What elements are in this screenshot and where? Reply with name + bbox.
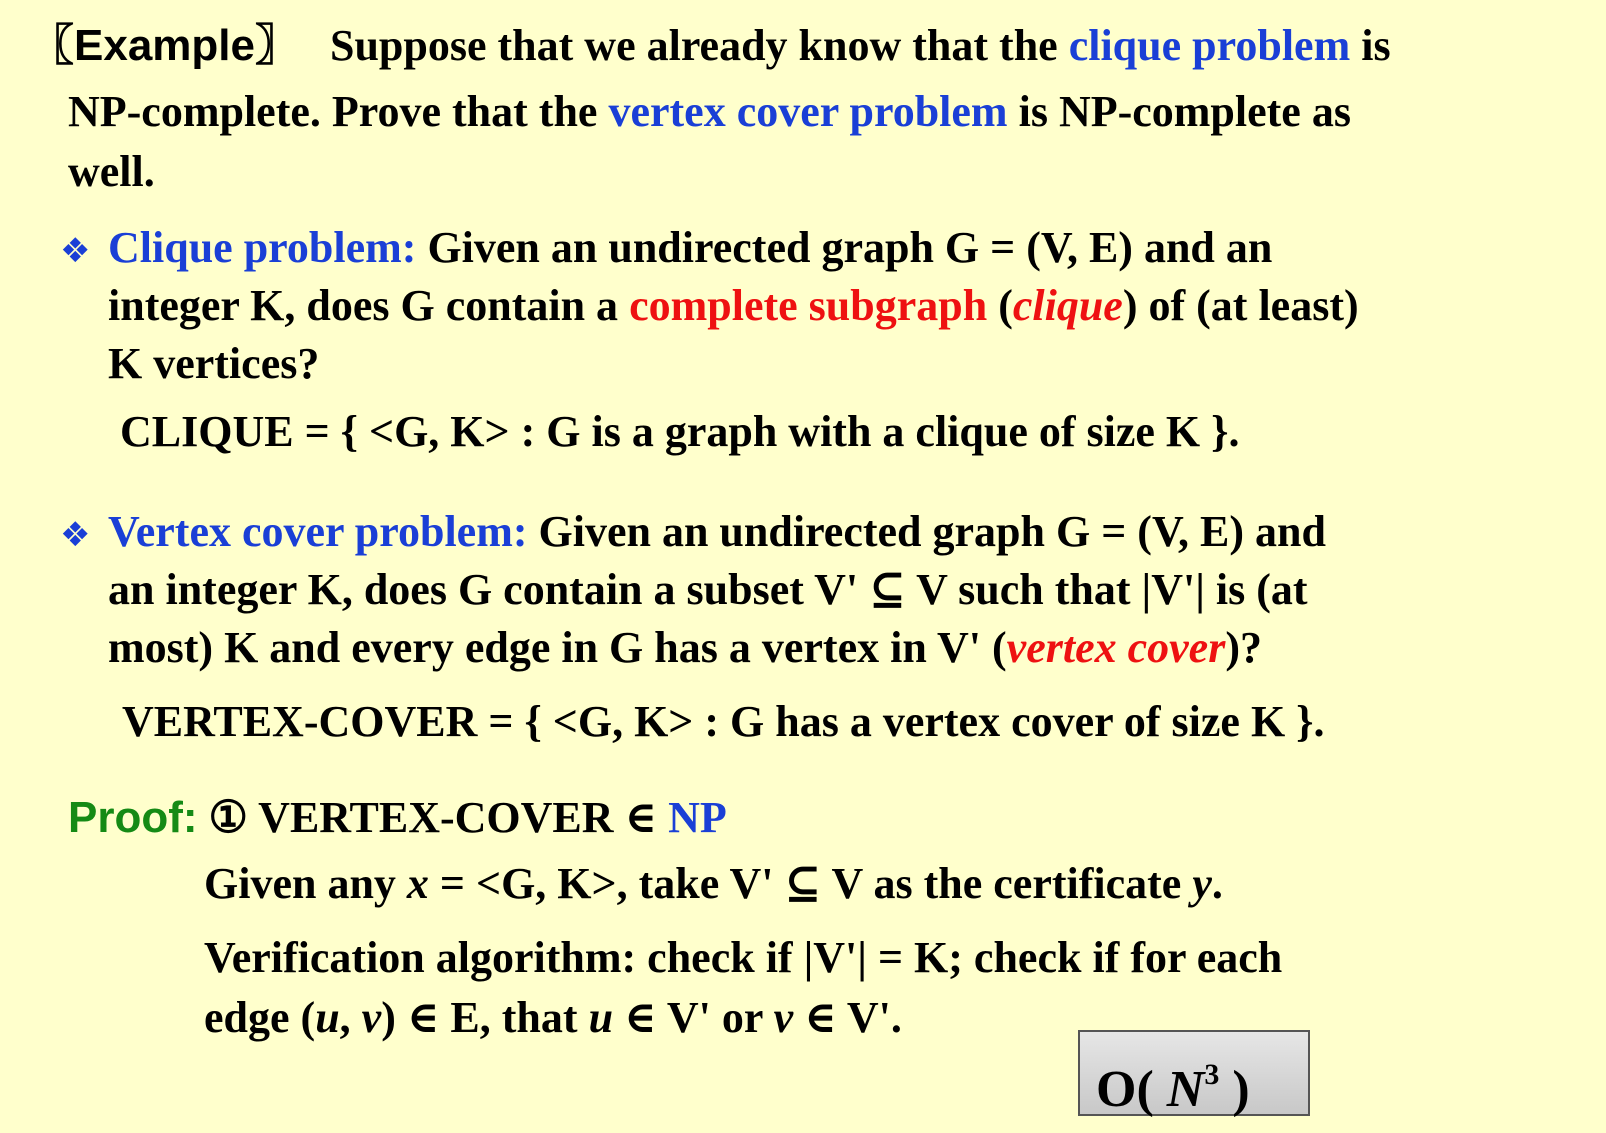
example-line-2-a: NP-complete. Prove that the bbox=[68, 87, 609, 136]
given-text-b: = <G, K>, take V' ⊆ V as the certificate bbox=[428, 859, 1193, 908]
clique-label: Clique problem: bbox=[108, 223, 417, 272]
example-line-2 bbox=[68, 87, 1351, 136]
verify-text-b: , bbox=[339, 993, 362, 1042]
vertex-cover-term: vertex cover problem bbox=[608, 87, 1008, 136]
proof-verify-2 bbox=[204, 993, 902, 1042]
vc-line-2: an integer K, does G contain a subset V' ⊆ V such that |V'| is (at bbox=[108, 565, 1308, 614]
example-intro: Suppose that we already know that the bbox=[329, 21, 1069, 70]
var-u: u bbox=[315, 993, 340, 1042]
clique-line-2 bbox=[108, 281, 1359, 330]
complexity-exponent: 3 bbox=[1204, 1058, 1220, 1091]
complexity-prefix: O( bbox=[1096, 1061, 1167, 1118]
clique-text-2a: integer K, does G contain a bbox=[108, 281, 630, 330]
proof-line bbox=[68, 793, 727, 842]
var-v: v bbox=[361, 993, 382, 1042]
vc-label: Vertex cover problem: bbox=[108, 507, 528, 556]
clique-problem-term: clique problem bbox=[1068, 21, 1351, 70]
clique-text-2c: ) of (at least) bbox=[1122, 281, 1359, 330]
proof-step: ① VERTEX-COVER ∈ bbox=[197, 793, 669, 842]
vc-line-1 bbox=[60, 507, 1326, 556]
clique-definition: CLIQUE = { <G, K> : G is a graph with a clique of size K }. bbox=[120, 407, 1240, 456]
var-x: x bbox=[406, 859, 429, 908]
example-intro-end: is bbox=[1350, 21, 1391, 70]
verify-text-e: ∈ V'. bbox=[793, 993, 902, 1042]
var-u2: u bbox=[588, 993, 614, 1042]
given-text-c: . bbox=[1211, 859, 1223, 908]
proof-label: Proof: bbox=[68, 793, 198, 842]
vc-text-3a: most) K and every edge in G has a vertex in V' ( bbox=[108, 623, 1007, 672]
verify-text-a: edge ( bbox=[204, 993, 316, 1042]
verify-text-c: ) ∈ E, that bbox=[381, 993, 589, 1042]
clique-italic-term: clique bbox=[1012, 281, 1123, 330]
complexity-suffix: ) bbox=[1219, 1061, 1250, 1118]
vc-line-3 bbox=[108, 623, 1262, 672]
clique-line-1 bbox=[60, 223, 1273, 272]
var-v2: v bbox=[773, 993, 794, 1042]
example-line-3: well. bbox=[68, 147, 155, 196]
vc-text-3b: )? bbox=[1225, 623, 1262, 672]
clique-text-2b: ( bbox=[987, 281, 1013, 330]
verify-text-d: ∈ V' or bbox=[613, 993, 774, 1042]
vc-definition: VERTEX-COVER = { <G, K> : G has a vertex cover of size K }. bbox=[122, 697, 1325, 746]
clique-text-1: Given an undirected graph G = (V, E) and an bbox=[416, 223, 1273, 272]
diamond-bullet-icon: ❖ bbox=[60, 231, 91, 271]
example-line-1 bbox=[30, 21, 1391, 70]
complete-subgraph-term: complete subgraph bbox=[629, 281, 988, 330]
example-line-2-b: is NP-complete as bbox=[1007, 87, 1351, 136]
diamond-bullet-icon: ❖ bbox=[60, 515, 91, 555]
proof-given bbox=[204, 859, 1223, 908]
clique-line-3: K vertices? bbox=[108, 339, 320, 388]
vertex-cover-italic-term: vertex cover bbox=[1006, 623, 1226, 672]
complexity-var: N bbox=[1166, 1061, 1205, 1118]
var-y: y bbox=[1192, 859, 1212, 908]
example-tag: 〖Example〗 bbox=[30, 21, 299, 70]
given-text-a: Given any bbox=[204, 859, 407, 908]
vc-text-1: Given an undirected graph G = (V, E) and bbox=[527, 507, 1326, 556]
proof-verify-1: Verification algorithm: check if |V'| = K; check if for each bbox=[204, 933, 1283, 982]
np-term: NP bbox=[668, 793, 727, 842]
complexity-box bbox=[1078, 1030, 1310, 1116]
